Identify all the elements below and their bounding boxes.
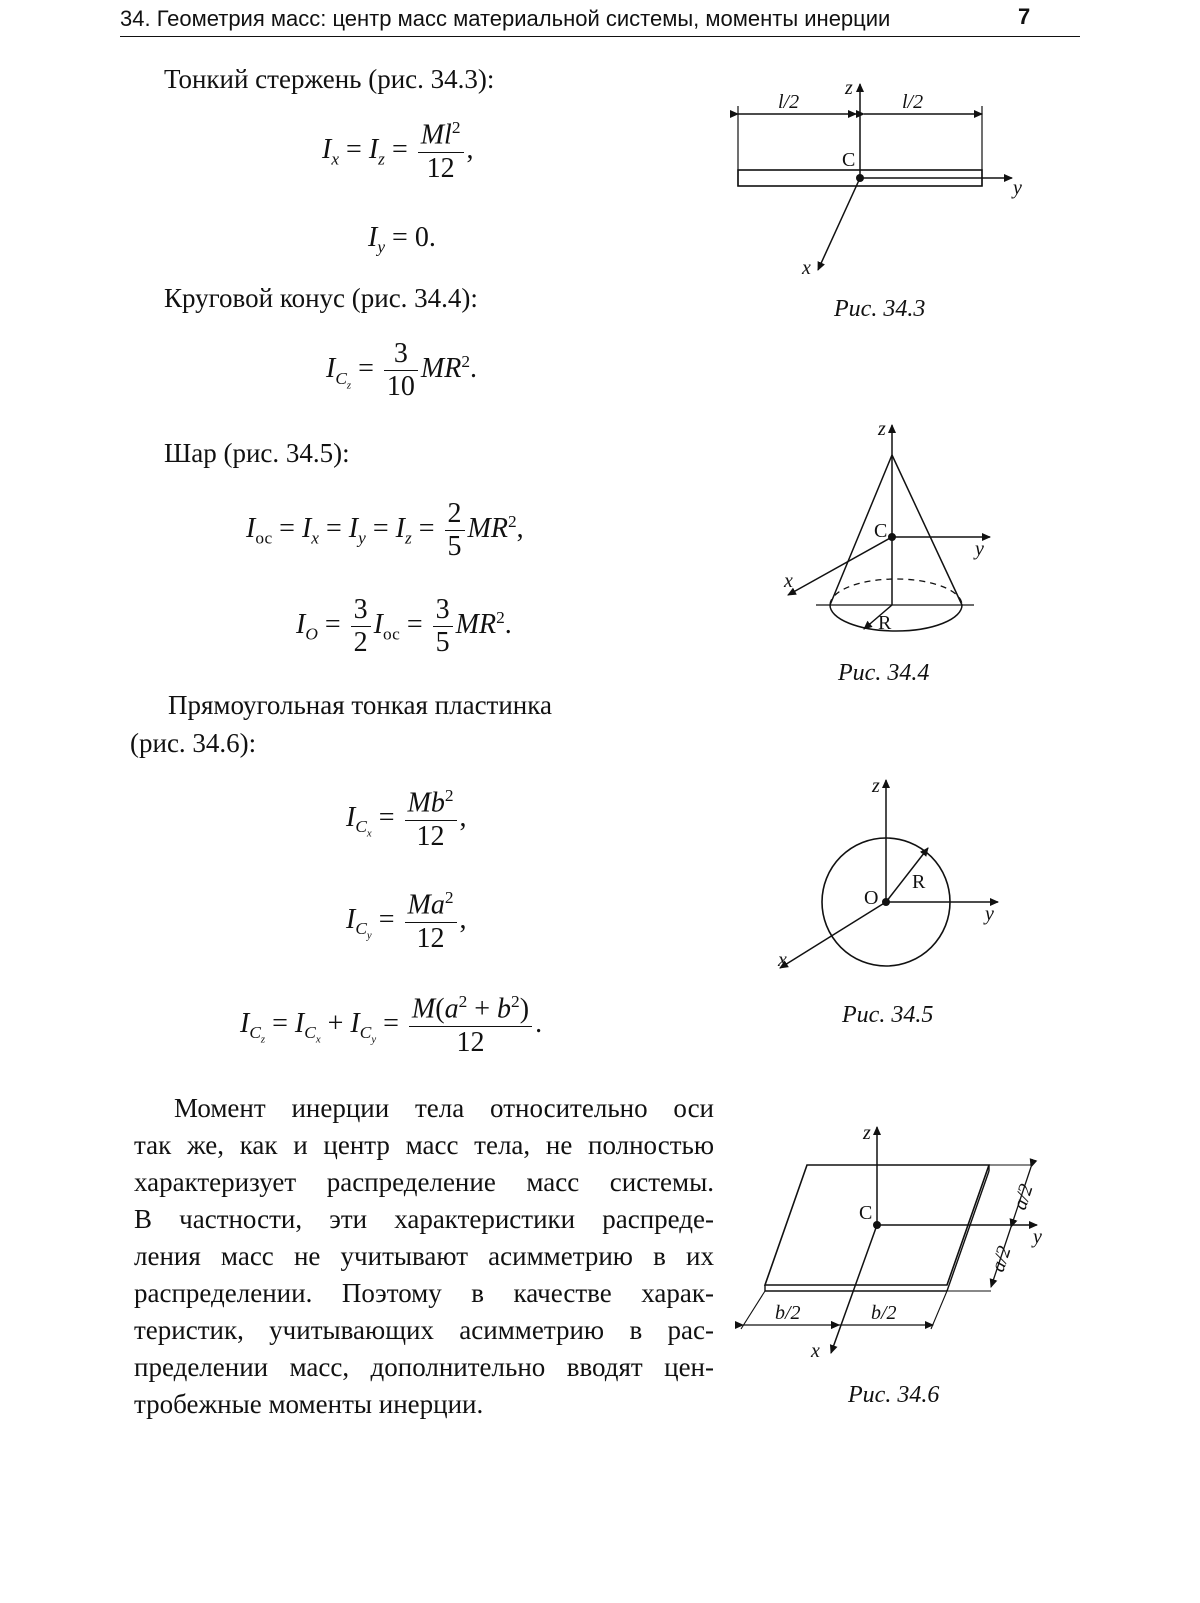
label-axis-z: z xyxy=(845,77,853,99)
label-axis-x: x xyxy=(811,1340,820,1362)
formula-plate-icy: $I_{C_y}$ = $\frac{Ma^2}{12}$ , xyxy=(346,888,467,954)
paragraph-line: тробежные моменты инерции. xyxy=(134,1389,484,1419)
paragraph-line: В частности, эти характеристики распреде- xyxy=(134,1204,714,1234)
figure-34-3-rod xyxy=(730,70,1050,290)
formula-sphere-ioc: $I_{ос} = I_x = I_y = I_z$ = $\frac{2}{5}$ $MR^2$, xyxy=(246,498,524,563)
label-radius: R xyxy=(912,871,926,893)
header-rule xyxy=(120,36,1080,37)
figure-34-5-sphere xyxy=(770,770,1020,985)
label-axis-x: x xyxy=(784,570,793,592)
paragraph-line: пределении масс, дополнительно вводят цен- xyxy=(134,1352,714,1382)
page-number: 7 xyxy=(1018,4,1031,29)
paragraph-line: Момент инерции тела относительно оси xyxy=(174,1093,714,1123)
label-axis-x: x xyxy=(802,257,811,279)
caption-34-6: Рис. 34.6 xyxy=(848,1382,940,1408)
label-b-left: b/2 xyxy=(775,1302,801,1324)
paragraph-line: ления масс не учитывают асимметрию в их xyxy=(134,1241,714,1271)
paragraph-line: характеризует распределение масс системы. xyxy=(134,1167,714,1197)
formula-plate-icx: $I_{C_x}$ = $\frac{Mb^2}{12}$ , xyxy=(346,786,467,852)
formula-plate-icz: $I_{C_z} = I_{C_x} + I_{C_y}$ = $\frac{M(a^2 + b^2)}{12}$ . xyxy=(240,992,543,1058)
label-center-c: C xyxy=(874,520,888,542)
label-axis-z: z xyxy=(878,418,886,440)
label-axis-z: z xyxy=(863,1122,871,1144)
label-center-c: C xyxy=(859,1202,873,1224)
label-axis-x: x xyxy=(778,949,787,971)
rod-heading: Тонкий стержень (рис. 34.3): xyxy=(164,64,495,94)
formula-cone: $I_{C_z}$ = $\frac{3}{10}$ $MR^2$. xyxy=(326,338,478,403)
label-center-o: O xyxy=(864,887,879,909)
label-half-left: l/2 xyxy=(778,91,800,113)
label-axis-y: y xyxy=(975,538,984,560)
formula-sphere-io: $I_O$ = $\frac{3}{2}$ $I_{ос}$ = $\frac{3}{5}$ $MR^2$. xyxy=(296,594,512,659)
label-a-bottom: a/2 xyxy=(986,1243,1016,1275)
paragraph-line: так же, как и центр масс тела, не полностью xyxy=(134,1130,714,1160)
formula-rod-ix-iz: $I_x = I_z$ = $\frac{Ml^2}{12}$ , xyxy=(322,118,474,184)
label-axis-y: y xyxy=(1033,1226,1042,1248)
label-b-right: b/2 xyxy=(871,1302,897,1324)
label-a-top: a/2 xyxy=(1008,1181,1038,1213)
running-header: 34. Геометрия масс: центр масс материальной системы, моменты инерции xyxy=(120,6,891,31)
formula-rod-iy: $I_y = 0$. xyxy=(368,222,436,257)
body-paragraph xyxy=(134,1090,714,1423)
label-axis-z: z xyxy=(872,775,880,797)
figure-34-6-plate xyxy=(735,1115,1055,1375)
label-radius: R xyxy=(878,612,892,634)
plate-heading-line1: Прямоугольная тонкая пластинка xyxy=(168,690,552,720)
caption-34-5: Рис. 34.5 xyxy=(842,1002,934,1028)
figure-34-4-cone xyxy=(770,415,1020,655)
label-center-c: C xyxy=(842,149,856,171)
sphere-heading: Шар (рис. 34.5): xyxy=(164,438,350,468)
paragraph-line: распределении. Поэтому в качестве харак- xyxy=(134,1278,714,1308)
paragraph-line: теристик, учитывающих асимметрию в рас- xyxy=(134,1315,714,1345)
label-half-right: l/2 xyxy=(902,91,924,113)
caption-34-4: Рис. 34.4 xyxy=(838,660,930,686)
caption-34-3: Рис. 34.3 xyxy=(834,296,926,322)
label-axis-y: y xyxy=(985,903,994,925)
label-axis-y: y xyxy=(1013,177,1022,199)
cone-heading: Круговой конус (рис. 34.4): xyxy=(164,283,478,313)
plate-heading-line2: (рис. 34.6): xyxy=(130,728,257,758)
